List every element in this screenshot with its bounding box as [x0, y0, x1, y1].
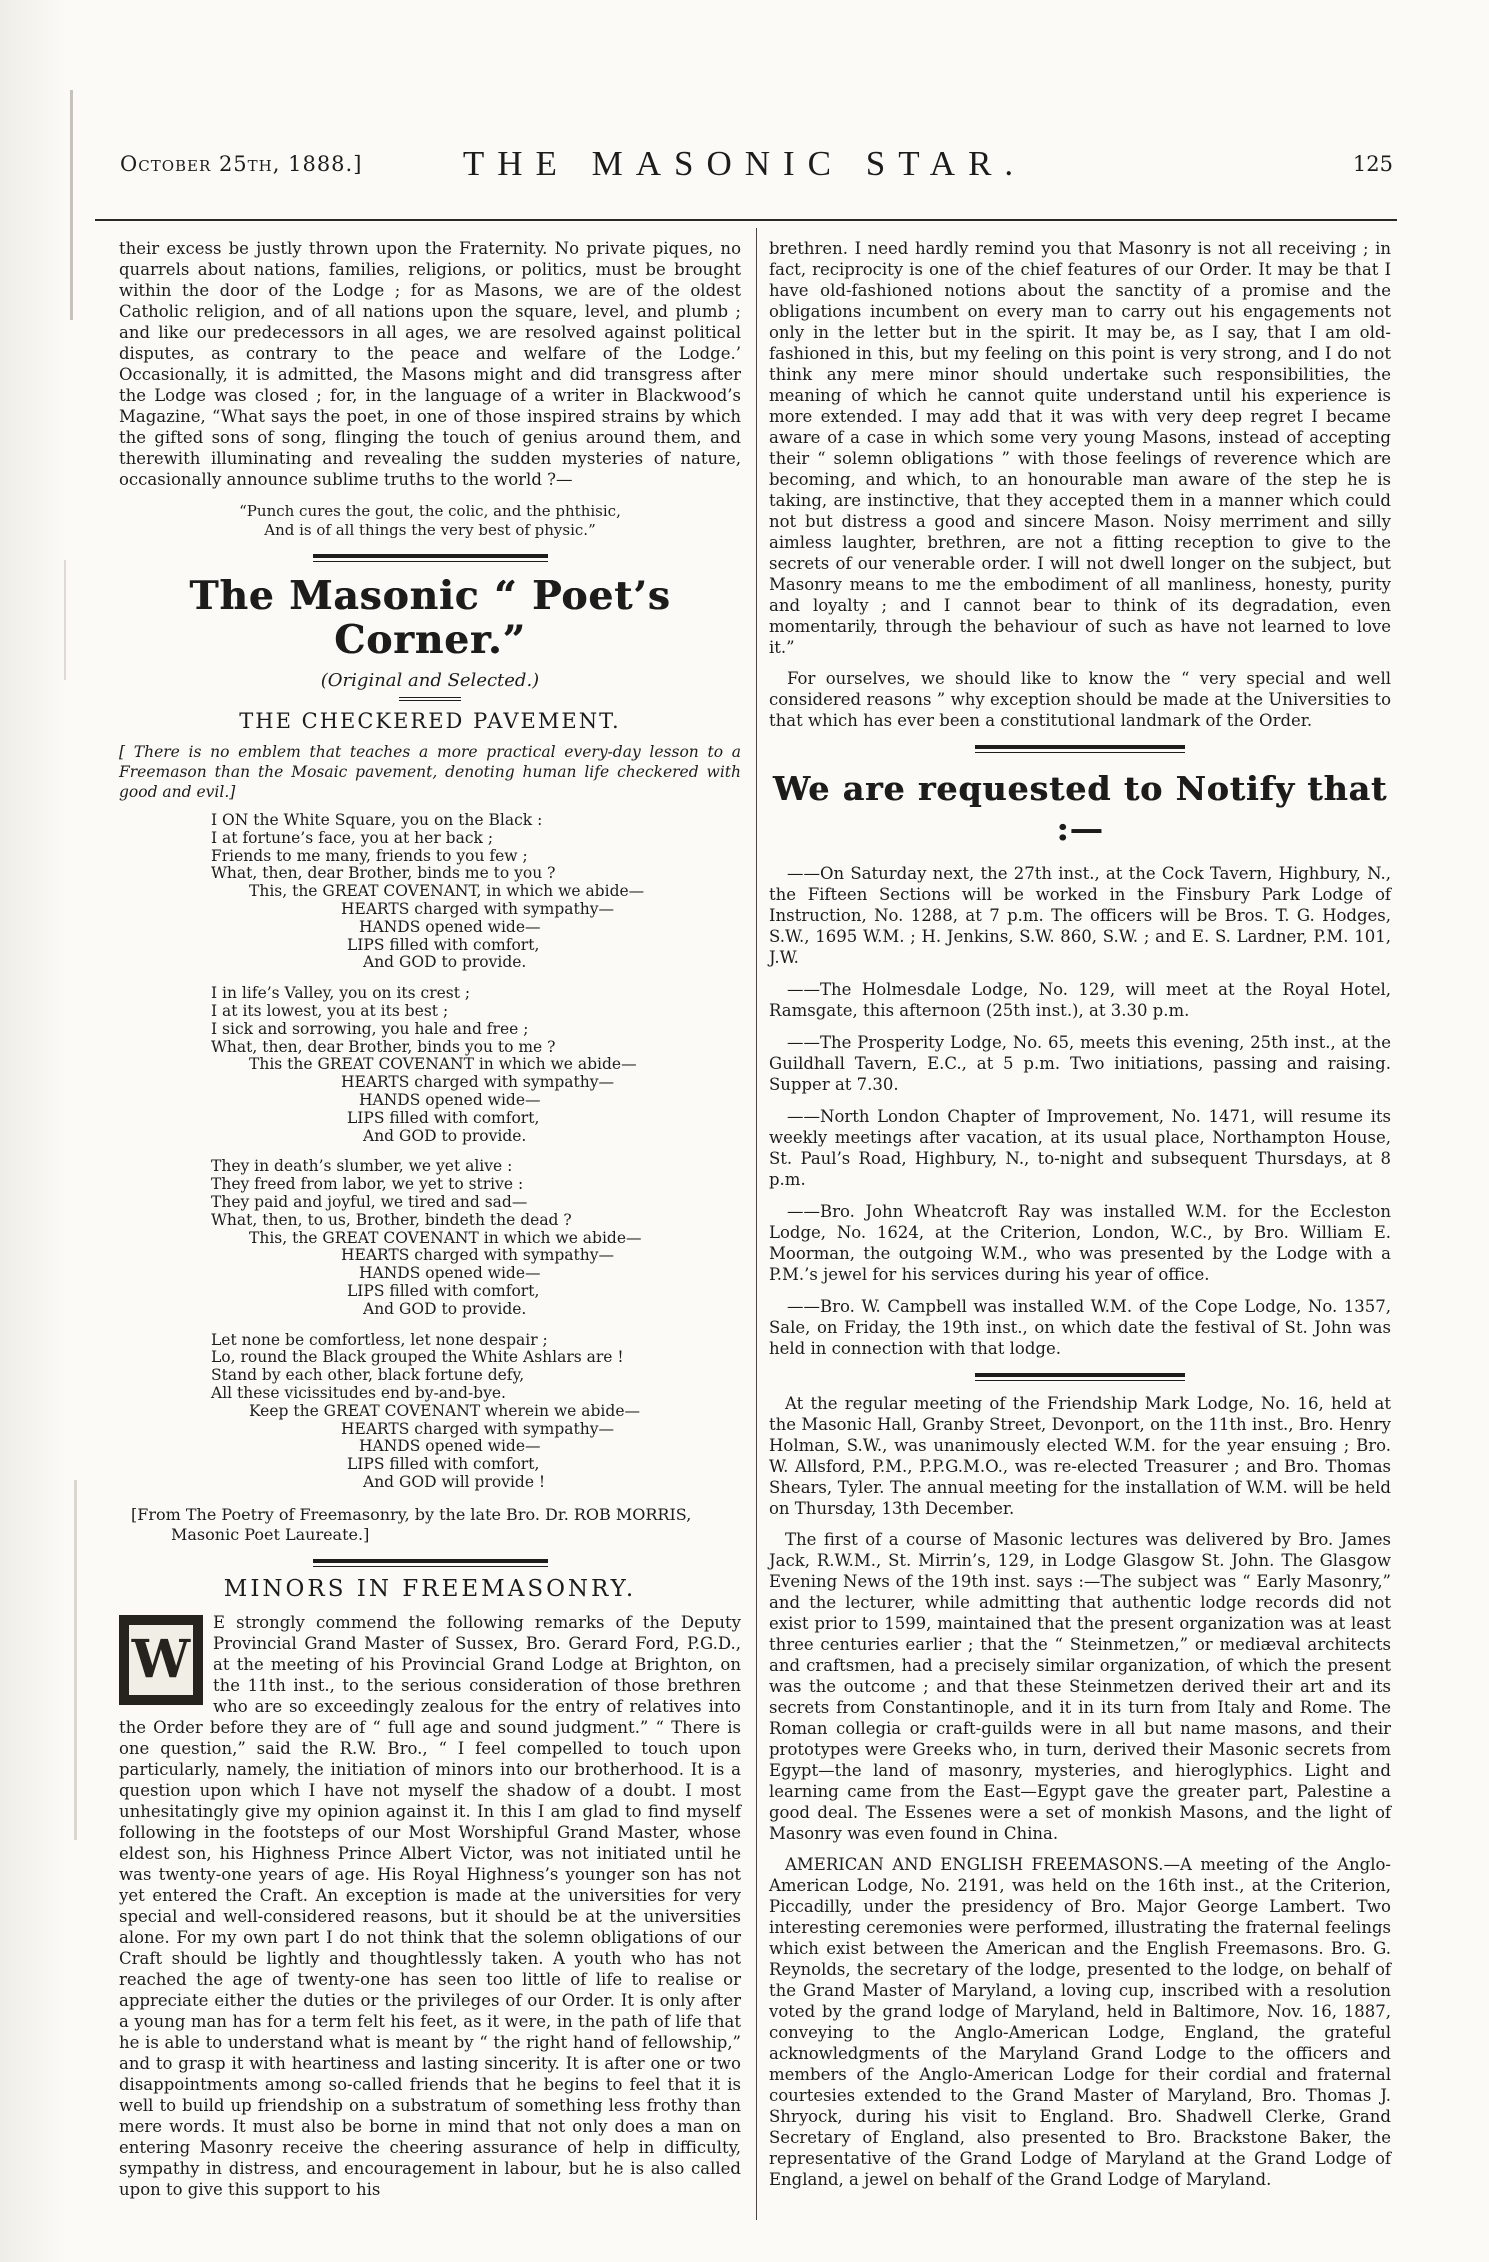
notice-item: ——North London Chapter of Improvement, No. 1471, will resume its weekly meetings after vacation, at its usual place, Northampton House, St. Paul’s Road, Highbury, N., to-night and subsequent Thursdays, at 8 p.m. — [769, 1107, 1391, 1189]
right-column — [769, 238, 1391, 2200]
newspaper-title: THE MASONIC STAR. — [462, 144, 1027, 183]
continuation-paragraph: brethren. I need hardly remind you that Masonry is not all receiving ; in fact, reciprocity is one of the chief features of our Order. It may be that I have old-fashioned notions about the sanctity of a promise and the obligations incumbent on every man to carry out his engagements not only in the letter but in the spirit. It may be, as I say, that I am old-fashioned in this, but my feeling on this point is very strong, and I do not think any mere minor should undertake such responsibilities, the meaning of which he cannot quite understand until his experience is more extended. I may add that it was with very deep regret I became aware of a case in which some very young Masons, instead of accepting their “ solemn obligations ” with those feelings of reverence which are becoming, and which, to an honourable man aware of the step he is taking, are instinctive, that they accepted them in a manner which could not but distress a good and sincere Mason. Noisy merriment and silly aimless laughter, brethren, are not a fitting reception to give to the secrets of our venerable order. I will not dwell longer on the subject, but Masonry means to me the embodiment of all manliness, honesty, purity and loyalty ; and I cannot bear to think of its degradation, even momentarily, through the behaviour of such as have not learned to love it.” — [769, 239, 1391, 657]
date-line: October 25th, 1888.] — [120, 152, 363, 176]
scan-artifact — [70, 90, 73, 320]
poem-line: Stand by each other, black fortune defy, — [211, 1366, 525, 1385]
poem-line: HEARTS charged with sympathy— — [341, 1246, 614, 1265]
poem-line: LIPS filled with comfort, — [347, 1108, 540, 1127]
news-item: AMERICAN AND ENGLISH FREEMASONS.—A meeting of the Anglo-American Lodge, No. 2191, was held on the 16th inst., at the Criterion, Piccadilly, under the presidency of Bro. Major George Lambert. Two interesting ceremonies were performed, illustrating the fraternal feelings which exist between the American and the English Freemasons. Bro. G. Reynolds, the secretary of the lodge, presented to the lodge, on behalf of the Grand Master of Maryland, a loving cup, inscribed with a resolution voted by the grand lodge of Maryland, held in Baltimore, Nov. 16, 1887, conveying to the Anglo-American Lodge, England, the grateful acknowledgments of the Maryland Grand Lodge to the officers and members of the Anglo-American Lodge for their cordial and fraternal courtesies extended to the Grand Master of Maryland, Bro. Thomas J. Shryock, during his visit to England. Bro. Shadwell Clerke, Grand Secretary of England, also presented to Bro. Brackstone Baker, the representative of the Grand Lodge of Maryland at the Grand Lodge of England, a jewel on behalf of the Grand Lodge of Maryland. — [769, 1855, 1391, 2189]
poem-stanza — [119, 812, 741, 972]
scan-artifact — [74, 1480, 77, 1840]
notice-item: ——On Saturday next, the 27th inst., at the Cock Tavern, Highbury, N., the Fifteen Sections will be worked in the Finsbury Park Lodge of Instruction, No. 1288, at 7 p.m. The officers will be Bros. T. G. Hodges, S.W., 1695 W.M. ; H. Jenkins, S.W. 860, S.W. ; and E. S. Lardner, P.M. 101, J.W. — [769, 864, 1391, 967]
poem — [119, 812, 741, 1492]
poem-line: HEARTS charged with sympathy— — [341, 899, 614, 918]
poem-line: What, then, dear Brother, binds you to me ? — [211, 1037, 556, 1056]
poets-corner-title: The Masonic “ Poet’s Corner.” — [189, 573, 671, 663]
poem-line: I ON the White Square, you on the Black : — [211, 811, 543, 829]
poem-line: I sick and sorrowing, you hale and free ; — [211, 1019, 529, 1038]
poem-line: This the GREAT COVENANT in which we abide— — [249, 1055, 637, 1074]
news-item: At the regular meeting of the Friendship Mark Lodge, No. 16, held at the Masonic Hall, Granby Street, Devonport, on the 11th inst., Bro. Henry Holman, S.W., was unanimously elected W.M. for the year ensuing ; Bro. W. Allsford, P.M., P.P.G.M.O., was re-elected Treasurer ; and Bro. Thomas Shears, Tyler. The annual meeting for the installation of W.M. will be held on Thursday, 13th December. — [769, 1394, 1391, 1518]
scan-artifact — [64, 560, 66, 680]
poem-line: HEARTS charged with sympathy— — [341, 1419, 614, 1438]
poem-line: And GOD to provide. — [363, 1126, 527, 1145]
article-body: E strongly commend the following remarks of the Deputy Provincial Grand Master of Sussex, Bro. Gerard Ford, P.G.D., at the meeting of his Provincial Grand Lodge at Brighton, on the 11th inst., to the serious consideration of those brethren who are so exceedingly zealous for the entry of relatives into the Order before they are of “ full age and sound judgment.” “ There is one question,” said the R.W. Bro., “ I feel compelled to touch upon particularly, namely, the initiation of minors into our brotherhood. It is a question upon which I have not myself the shadow of a doubt. I most unhesitatingly give my opinion against it. In this I am glad to find myself following in the footsteps of our Most Worshipful Grand Master, whose eldest son, his Highness Prince Albert Victor, was not initiated until he was twenty-one years of age. His Royal Highness’s younger son has not yet entered the Craft. An exception is made at the universities for very special and well-considered reasons, but it should be at the universities alone. For my own part I do not think that the solemn obligations of our Craft should be lightly and thoughtlessly taken. A youth who has not reached the age of twenty-one has seen too little of life to realise or appreciate either the duties or the privileges of our Order. It is only after a young man has for a term felt his feet, as it were, in the path of life that he is able to understand what is meant by “ the right hand of fellowship,” and to grasp it with heartiness and lasting sincerity. It is after one or two disappointments among so-called friends that he begins to feel that it is well to build up friendship on a substratum of something less frothy than mere words. It must also be borne in mind that not only does a man on entering Masonry receive the cheering assurance of help in difficulty, sympathy in distress, and encouragement in labour, but he is also called upon to give this support to his — [119, 1612, 741, 2199]
poem-line: HEARTS charged with sympathy— — [341, 1073, 614, 1092]
poem-line: Keep the GREAT COVENANT wherein we abide— — [249, 1401, 640, 1420]
poem-line: They in death’s slumber, we yet alive : — [211, 1157, 513, 1176]
poem-line: What, then, to us, Brother, bindeth the dead ? — [211, 1210, 572, 1229]
poem-line: HANDS opened wide— — [359, 1090, 541, 1109]
poem-line: I at fortune’s face, you at her back ; — [211, 828, 494, 847]
opening-paragraph: their excess be justly thrown upon the Fraternity. No private piques, no quarrels about nations, families, religions, or politics, must be brought within the door of the Lodge ; for as Masons, we are of the oldest Catholic religion, and of all nations upon the square, level, and plumb ; and like our predecessors in all ages, we are resolved against political disputes, as contrary to the peace and welfare of the Lodge.’ Occasionally, it is admitted, the Masons might and did transgress after the Lodge was closed ; for, in the language of a writer in Blackwood’s Magazine, “What says the poet, in one of those inspired strains by which the gifted sons of song, flinging the touch of genius around them, and therewith illuminating and revealing the sudden mysteries of nature, occasionally announce sublime truths to the world ?— — [119, 239, 741, 489]
poem-line: They freed from labor, we yet to strive : — [211, 1175, 524, 1194]
poem-line: What, then, dear Brother, binds me to you ? — [211, 864, 556, 883]
verse-quote-line: “Punch cures the gout, the colic, and the phthisic, — [239, 502, 621, 520]
notice-item: ——Bro. W. Campbell was installed W.M. of the Cope Lodge, No. 1357, Sale, on Friday, the 19th inst., on which date the festival of St. John was held in connection with that lodge. — [769, 1297, 1391, 1358]
column-divider — [756, 228, 757, 2220]
left-column — [119, 238, 741, 2200]
poem-intro-note: [ There is no emblem that teaches a more practical every-day lesson to a Freemason than the Mosaic pavement, denoting human life checkered with good and evil.] — [119, 743, 741, 801]
poem-line: All these vicissitudes end by-and-bye. — [211, 1383, 506, 1402]
poem-line: And GOD will provide ! — [363, 1472, 546, 1491]
poem-line: And GOD to provide. — [363, 953, 527, 972]
poem-line: HANDS opened wide— — [359, 1264, 541, 1283]
poem-stanza — [119, 985, 741, 1145]
poem-line: They paid and joyful, we tired and sad— — [211, 1192, 528, 1211]
poem-line: I at its lowest, you at its best ; — [211, 1001, 449, 1020]
section-divider — [975, 1373, 1185, 1381]
poem-line: I in life’s Valley, you on its crest ; — [211, 984, 471, 1003]
poem-line: Let none be comfortless, let none despair ; — [211, 1330, 548, 1349]
notice-item: ——Bro. John Wheatcroft Ray was installed W.M. for the Eccleston Lodge, No. 1624, at the Criterion, London, W.C., by Bro. William E. Moorman, the outgoing W.M., who was presented by the Lodge with a P.M.’s jewel for his services during his year of office. — [769, 1202, 1391, 1284]
section-divider — [313, 1559, 548, 1567]
news-item: The first of a course of Masonic lectures was delivered by Bro. James Jack, R.W.M., St. Mirrin’s, 129, in Lodge Glasgow St. John. The Glasgow Evening News of the 19th inst. says :—The subject was “ Early Masonry,” and the lecturer, while admitting that authentic lodge records did not exist prior to 1599, maintained that the present organization was at least three centuries earlier ; that the “ Steinmetzen,” or mediæval architects and craftsmen, had a precisely similar organization, of which the present was the outcome ; and that these Steinmetzen derived their art and its secrets from Constantinople, and it in its turn from Italy and Rome. The Roman collegia or craft-guilds were in all but name masons, and their prototypes were Greeks who, in turn, derived their Masonic secrets from Egypt—the land of masonry, mysteries, and hieroglyphics. Light and learning came from the East—Egypt gave the greater part, Palestine a good deal. The Essenes were a set of monkish Masons, and the light of Masonry was even found in China. — [769, 1530, 1391, 1843]
poem-line: And GOD to provide. — [363, 1299, 527, 1318]
notice-item: ——The Holmesdale Lodge, No. 129, will meet at the Royal Hotel, Ramsgate, this afternoon (25th inst.), at 3.30 p.m. — [769, 980, 1391, 1020]
poem-line: This, the GREAT COVENANT, in which we abide— — [249, 882, 645, 901]
verse-quote-line: And is of all things the very best of physic.” — [264, 521, 596, 539]
for-ourselves-paragraph: For ourselves, we should like to know the “ very special and well considered reasons ” why exception should be made at the Universities to that which has ever been a constitutional landmark of the Order. — [769, 669, 1391, 730]
poem-line: LIPS filled with comfort, — [347, 935, 540, 954]
poem-attribution: [From The Poetry of Freemasonry, by the late Bro. Dr. ROB MORRIS, Masonic Poet Laureate.] — [131, 1504, 692, 1544]
poem-stanza — [119, 1332, 741, 1492]
poem-line: LIPS filled with comfort, — [347, 1455, 540, 1474]
poem-line: HANDS opened wide— — [359, 917, 541, 936]
poem-line: Friends to me many, friends to you few ; — [211, 846, 528, 865]
article-body-wrap — [119, 1612, 741, 2200]
section-divider — [313, 554, 548, 562]
verse-quote — [119, 502, 741, 540]
notify-heading: We are requested to Notify that :— — [772, 769, 1388, 848]
notice-item: ——The Prosperity Lodge, No. 65, meets this evening, 25th inst., at the Guildhall Tavern, E.C., at 5 p.m. Two initiations, passing and raising. Supper at 7.30. — [769, 1033, 1391, 1094]
poets-corner-subtitle: (Original and Selected.) — [320, 670, 540, 691]
section-divider — [975, 745, 1185, 753]
poem-line: HANDS opened wide— — [359, 1437, 541, 1456]
page-number: 125 — [1352, 152, 1393, 176]
drop-cap: W — [119, 1615, 203, 1705]
poem-line: LIPS filled with comfort, — [347, 1281, 540, 1300]
scan-edge-shading — [0, 0, 95, 2262]
poem-title: THE CHECKERED PAVEMENT. — [239, 709, 621, 733]
poem-stanza — [119, 1158, 741, 1318]
poem-line: Lo, round the Black grouped the White Ashlars are ! — [211, 1348, 624, 1367]
small-divider — [399, 697, 461, 701]
poem-line: This, the GREAT COVENANT in which we abide— — [249, 1228, 642, 1247]
article-heading: MINORS IN FREEMASONRY. — [223, 1575, 637, 1602]
masthead-rule — [95, 219, 1397, 221]
